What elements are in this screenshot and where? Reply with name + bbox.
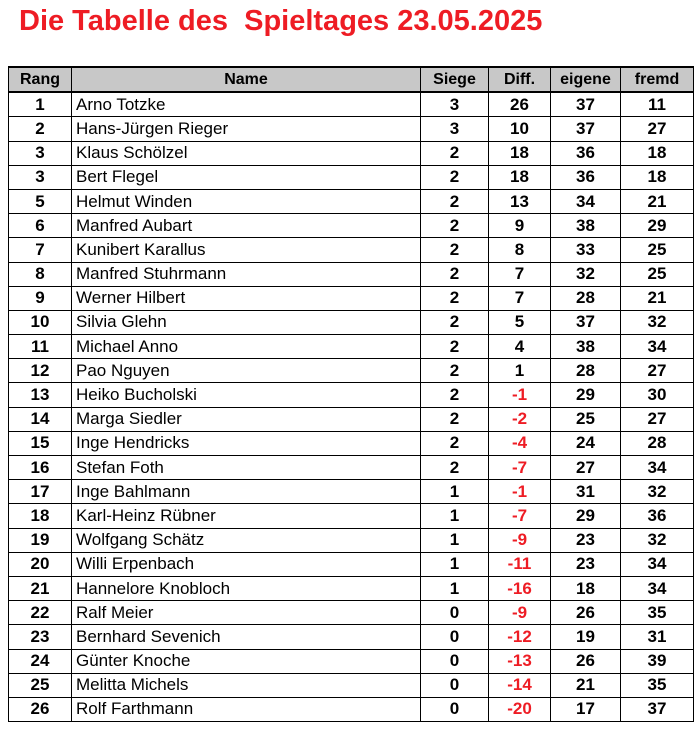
cell-diff: -1 [489,480,551,504]
cell-rang: 6 [9,214,72,238]
cell-siege: 2 [421,407,489,431]
cell-eigene: 36 [551,141,621,165]
cell-eigene: 31 [551,480,621,504]
cell-name: Stefan Foth [72,456,421,480]
table-row [9,286,694,310]
cell-fremd: 34 [621,335,694,359]
column-header-rang: Rang [9,67,72,92]
table-row [9,576,694,600]
cell-rang: 23 [9,625,72,649]
ranking-table [8,66,694,722]
cell-diff: -12 [489,625,551,649]
cell-fremd: 27 [621,117,694,141]
cell-eigene: 37 [551,117,621,141]
cell-diff: -16 [489,576,551,600]
cell-diff: -11 [489,552,551,576]
cell-fremd: 32 [621,528,694,552]
cell-fremd: 21 [621,189,694,213]
cell-diff: -2 [489,407,551,431]
cell-eigene: 21 [551,673,621,697]
cell-name: Melitta Michels [72,673,421,697]
cell-siege: 2 [421,335,489,359]
cell-fremd: 30 [621,383,694,407]
cell-name: Hannelore Knobloch [72,576,421,600]
cell-diff: -20 [489,697,551,721]
cell-name: Manfred Aubart [72,214,421,238]
cell-siege: 1 [421,552,489,576]
cell-diff: -13 [489,649,551,673]
table-row [9,407,694,431]
table-row [9,214,694,238]
cell-name: Heiko Bucholski [72,383,421,407]
table-row [9,528,694,552]
cell-fremd: 29 [621,214,694,238]
cell-eigene: 26 [551,649,621,673]
table-row [9,456,694,480]
cell-eigene: 25 [551,407,621,431]
cell-diff: 10 [489,117,551,141]
cell-diff: -1 [489,383,551,407]
cell-eigene: 28 [551,286,621,310]
column-header-name: Name [72,67,421,92]
cell-diff: 5 [489,310,551,334]
cell-fremd: 35 [621,673,694,697]
cell-diff: 26 [489,92,551,117]
cell-rang: 14 [9,407,72,431]
cell-diff: -14 [489,673,551,697]
cell-name: Inge Bahlmann [72,480,421,504]
cell-rang: 18 [9,504,72,528]
cell-eigene: 37 [551,92,621,117]
cell-diff: -9 [489,528,551,552]
cell-eigene: 27 [551,456,621,480]
cell-siege: 2 [421,310,489,334]
cell-name: Ralf Meier [72,601,421,625]
cell-name: Michael Anno [72,335,421,359]
cell-siege: 2 [421,165,489,189]
cell-fremd: 25 [621,238,694,262]
cell-rang: 1 [9,92,72,117]
cell-rang: 3 [9,141,72,165]
cell-siege: 0 [421,625,489,649]
cell-rang: 15 [9,431,72,455]
cell-fremd: 31 [621,625,694,649]
cell-eigene: 29 [551,504,621,528]
cell-fremd: 36 [621,504,694,528]
cell-name: Pao Nguyen [72,359,421,383]
cell-rang: 16 [9,456,72,480]
column-header-diff: Diff. [489,67,551,92]
cell-eigene: 36 [551,165,621,189]
cell-siege: 2 [421,431,489,455]
cell-eigene: 19 [551,625,621,649]
cell-diff: 4 [489,335,551,359]
cell-name: Silvia Glehn [72,310,421,334]
cell-fremd: 28 [621,431,694,455]
table-row [9,673,694,697]
table-row [9,504,694,528]
cell-fremd: 18 [621,141,694,165]
cell-diff: 9 [489,214,551,238]
cell-rang: 2 [9,117,72,141]
cell-eigene: 18 [551,576,621,600]
cell-siege: 2 [421,238,489,262]
table-row [9,431,694,455]
cell-rang: 8 [9,262,72,286]
table-header-row [9,67,694,92]
cell-diff: 1 [489,359,551,383]
cell-name: Wolfgang Schätz [72,528,421,552]
cell-siege: 2 [421,214,489,238]
table-row [9,262,694,286]
cell-fremd: 27 [621,359,694,383]
cell-siege: 0 [421,697,489,721]
cell-rang: 26 [9,697,72,721]
cell-siege: 2 [421,286,489,310]
table-row [9,480,694,504]
table-row [9,165,694,189]
cell-rang: 12 [9,359,72,383]
cell-fremd: 21 [621,286,694,310]
cell-diff: 13 [489,189,551,213]
cell-name: Bert Flegel [72,165,421,189]
cell-name: Inge Hendricks [72,431,421,455]
cell-diff: -4 [489,431,551,455]
cell-rang: 19 [9,528,72,552]
cell-rang: 22 [9,601,72,625]
cell-name: Willi Erpenbach [72,552,421,576]
cell-eigene: 37 [551,310,621,334]
cell-diff: 18 [489,165,551,189]
cell-fremd: 37 [621,697,694,721]
table-body [9,92,694,721]
cell-rang: 17 [9,480,72,504]
table-row [9,383,694,407]
cell-rang: 11 [9,335,72,359]
cell-name: Bernhard Sevenich [72,625,421,649]
cell-rang: 9 [9,286,72,310]
table-row [9,359,694,383]
cell-siege: 2 [421,141,489,165]
cell-eigene: 26 [551,601,621,625]
cell-fremd: 18 [621,165,694,189]
table-row [9,117,694,141]
table-row [9,601,694,625]
cell-fremd: 25 [621,262,694,286]
cell-siege: 0 [421,601,489,625]
cell-eigene: 32 [551,262,621,286]
cell-siege: 2 [421,262,489,286]
cell-rang: 10 [9,310,72,334]
cell-diff: 8 [489,238,551,262]
cell-name: Kunibert Karallus [72,238,421,262]
cell-fremd: 32 [621,310,694,334]
cell-rang: 5 [9,189,72,213]
cell-rang: 24 [9,649,72,673]
cell-siege: 2 [421,383,489,407]
cell-name: Karl-Heinz Rübner [72,504,421,528]
cell-fremd: 27 [621,407,694,431]
cell-name: Klaus Schölzel [72,141,421,165]
cell-rang: 25 [9,673,72,697]
cell-siege: 2 [421,189,489,213]
cell-fremd: 11 [621,92,694,117]
cell-rang: 21 [9,576,72,600]
cell-siege: 0 [421,673,489,697]
column-header-eigene: eigene [551,67,621,92]
cell-eigene: 38 [551,214,621,238]
table-row [9,649,694,673]
cell-fremd: 34 [621,456,694,480]
table-row [9,552,694,576]
table-row [9,141,694,165]
cell-diff: -7 [489,504,551,528]
cell-name: Rolf Farthmann [72,697,421,721]
column-header-fremd: fremd [621,67,694,92]
table-row [9,92,694,117]
cell-name: Günter Knoche [72,649,421,673]
table-row [9,697,694,721]
cell-fremd: 35 [621,601,694,625]
table-row [9,310,694,334]
cell-eigene: 24 [551,431,621,455]
cell-rang: 13 [9,383,72,407]
cell-rang: 20 [9,552,72,576]
cell-siege: 2 [421,359,489,383]
cell-fremd: 39 [621,649,694,673]
cell-rang: 7 [9,238,72,262]
cell-siege: 0 [421,649,489,673]
cell-siege: 3 [421,92,489,117]
cell-diff: 7 [489,286,551,310]
table-row [9,335,694,359]
cell-eigene: 28 [551,359,621,383]
cell-name: Helmut Winden [72,189,421,213]
cell-siege: 2 [421,456,489,480]
cell-siege: 3 [421,117,489,141]
cell-diff: -7 [489,456,551,480]
cell-siege: 1 [421,576,489,600]
cell-fremd: 34 [621,576,694,600]
cell-siege: 1 [421,504,489,528]
cell-siege: 1 [421,528,489,552]
cell-fremd: 32 [621,480,694,504]
cell-eigene: 23 [551,528,621,552]
cell-eigene: 33 [551,238,621,262]
cell-rang: 3 [9,165,72,189]
cell-name: Hans-Jürgen Rieger [72,117,421,141]
cell-name: Arno Totzke [72,92,421,117]
column-header-siege: Siege [421,67,489,92]
table-row [9,625,694,649]
table-row [9,238,694,262]
cell-diff: -9 [489,601,551,625]
cell-fremd: 34 [621,552,694,576]
cell-eigene: 34 [551,189,621,213]
page-title: Die Tabelle des Spieltages 23.05.2025 [19,5,543,37]
cell-name: Marga Siedler [72,407,421,431]
cell-diff: 18 [489,141,551,165]
table-row [9,189,694,213]
cell-eigene: 23 [551,552,621,576]
cell-eigene: 17 [551,697,621,721]
cell-name: Werner Hilbert [72,286,421,310]
cell-eigene: 38 [551,335,621,359]
cell-eigene: 29 [551,383,621,407]
cell-siege: 1 [421,480,489,504]
cell-diff: 7 [489,262,551,286]
cell-name: Manfred Stuhrmann [72,262,421,286]
